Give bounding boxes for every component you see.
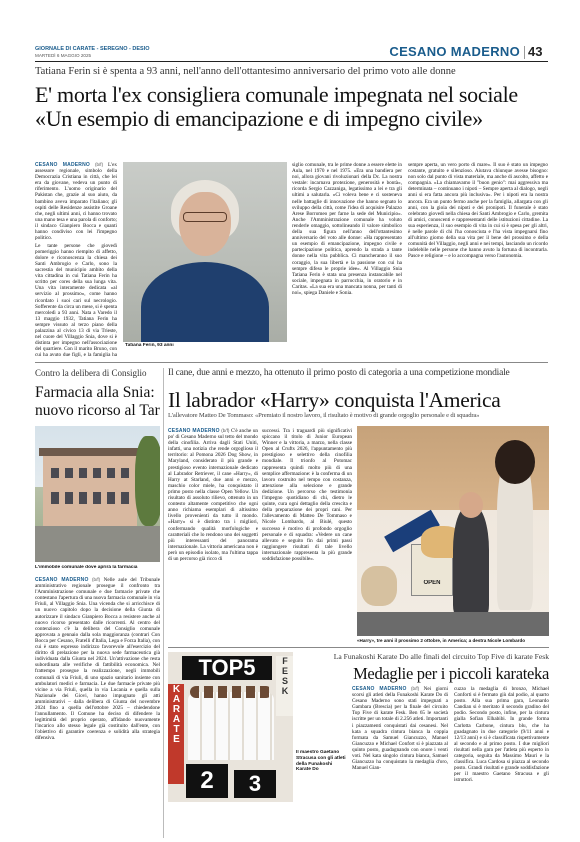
article1-kicker: Tatiana Ferin si è spenta a 93 anni, nell'anno dell'ottantesimo anniversario del primo voto alle donne: [35, 66, 456, 77]
article1-headline-line1: E' morta l'ex consigliera comunale impegnata nel sociale: [35, 82, 518, 107]
article4-karate-photo: [168, 652, 293, 802]
street: [35, 526, 160, 562]
article1-column-1: [35, 162, 117, 357]
article4-col2-text: cuzzo la medaglia di bronzo, Michael Conforti si è fermato giù dal podio, al quarto posto. Alla sua prima gara, Leonardo Candian si è meritato il secondo gradino del podio. Secondo posto, infine, per la cintura gialla Sofian Elhabibi. In grande forma Carlotta Carbone, cintura blu, che ha guadagnato in due categorie (9/11 anni e 12/13 anni) e si è classificata rispettivamente al secondo e al primo posto. I due migliori risultati nella gara per l'atleta più esperto in categoria, seguita da Massimo Mauri e la classifica. Luca Cardosa si piazza al secondo posto. Grandi risultati e grande soddisfazione per il maestro Gaetano Stracusa e gli istruttori.: [454, 686, 549, 784]
article3-tag: CESANO MADERNO: [168, 428, 220, 434]
person-left: [453, 506, 489, 616]
photo-banner-karate: KARATE: [168, 684, 184, 784]
article1-column-2: [292, 162, 402, 357]
article2-headline: Farmacia alla Snia: nuovo ricorso al Tar: [35, 384, 160, 419]
article3-column-2: [262, 428, 352, 643]
article3-bottom-rule: [168, 647, 549, 648]
header-rule: [35, 61, 548, 62]
photo-banner-top5: TOP5: [182, 656, 272, 680]
banner-open-label: OPEN: [423, 580, 441, 586]
building-wall: [43, 454, 137, 526]
article2-building-photo: [35, 426, 160, 562]
article1-photo-caption: Tatiana Ferin, 93 anni: [125, 343, 174, 348]
article1-col1-body: Le tante persone che giovedì pomeriggio hanno riempito di affetto, dolore e riconoscenza la chiesa dei Santi Ambrogio e Carlo, sono la sacrestia del municipio ambito della vita cittadina in cui Tatiana Ferin ha scritto per cores della sua lunga vita. Una vita interamente dedicata «al servizio al prossimo», come hanno ricordato i suoi cari sul necrologio. Sofferente da circa un mese, si è spenta mercoledì a 93 anni. Nata a Varedo il 13 maggio 1932, Tatiana Ferin ha sempre vissuto al terzo piano della palazzina al civico 13 di via Trieste, nel cuore del Villaggio Snia, dove si è distinta per impegno nell'associazione del quartiere. Con il marito Bruno, con cui ha avuto due figli, e la famiglia ha: [35, 242, 117, 357]
article3-photo-caption: «Harry», tre anni il prossimo 2 ottobre, in America; a destra Nicole Lombardo: [357, 638, 526, 643]
article2-dateline: (b/f): [92, 577, 101, 582]
article2-text: Nelle aule del Tribunale amministrativo regionale prosegue il confronto tra l'Amministrazione comunale e due farmacie private che contestano l'apertura di una nuova farmacia comunale in via Friuli, al Villaggio Snia. Una vicenda che si arricchisce di un nuovo capitolo dopo la decisione della Giunta di autorizzare il sindaco Gianpiero Bocca a resistere anche al nuovo ricorso presentato dalle ricorrenti. Al centro del contenzioso c'è la delibera del Consiglio comunale approvata a gennaio dalla sola maggioranza (contrari Con Bocca per Cesano, Fratelli d'Italia, Lega e Forza Italia), con cui è stato espresso indirizzo favorevole all'esercizio del diritto di prelazione per la nuova sede farmaceutica già individuata dalla Giunta nel 2024. Un'attivazione che resta subordinata alle verifiche di fattibilità economica. Nel frattempo prosegue la realizzazione, negli immobili comunali di via Friuli, di uno spazio sanitario insieme con ambulatori medici e farmacia. Le due farmacie private più vicine a via Friuli, quella in via Lucania e quella sulla Nazionale dei Giovi, hanno impugnato gli atti amministrativi – dalla delibera di Giunta del novembre 2024 fino a quella dell'ottobre 2025 – chiedendone l'annullamento. Il Comune ha deciso di difendere la legittimità del proprio operato, affidando nuovamente l'incarico allo stesso legale già costituito dall'ente, con l'obiettivo di garantire coerenza e solidità alla strategia difensiva.: [35, 577, 160, 742]
article4-tag: CESANO MADERNO: [352, 686, 407, 692]
portrait-body: [141, 262, 269, 342]
article1-portrait-photo: [123, 162, 287, 342]
article2-kicker: Contro la delibera di Consiglio: [35, 368, 147, 378]
article2-body: [35, 577, 160, 837]
article3-col1-text: C'è anche un po' di Cesano Maderno sul tetto del mondo della cinofilia. Arriva dagli Stati Uniti, infatti, una notizia che rende orgoglioso il territorio: al Pomona 2026 Dog Show, in Maryland, considerato il più grande e prestigioso evento internazionale dedicato al Labrador Retriever, il cane «Harry», di Harry at Starland, due anni e mezzo, maschio color miele, ha conquistato il primo posto nella classe Open Yellow. Un risultato di assoluto rilievo, ottenuto in un contesto altamente competitivo che ogni anno richiama esemplari di altissimo livello provenienti da tutto il mondo. «Harry» si è distinto tra i migliori, confermando qualità morfologiche e caratteriali che lo rendono uno dei soggetti più interessanti del panorama internazionale. La vittoria americana non è però un episodio isolato, ma l'ultima tappa di un percorso già ricco di: [168, 428, 258, 562]
article3-dateline: (b/f): [221, 428, 230, 433]
article1-column-3: [408, 162, 548, 357]
article3-subhead: L'allevatore Matteo De Tommaso: «Premiato il nostro lavoro, il risultato è motivo di grande orgoglio personale e di squadra»: [168, 412, 480, 419]
page-number: 43: [528, 44, 543, 59]
article4-col1-text: Nei giorni scorsi gli atleti della Funakoshi Karate Do di Cesano Maderno sono stati impegnati a Gambara (Brescia) per la finale del circuito Top Five di karate Fesk. Ben 65 le società iscritte per un totale di 2.256 atleti. Importanti i piazzamenti conquistati dai cesanesi. Nel kata a squadra cintura bianca la coppia formata da Samuel Giancuzzo, Manuel Giancuzzo e Michael Confort si è piazzata al quinto posto, guadagnando con onore i venti voti. Nel kata singolo cintura bianca, Samuel Giancuzzo ha conquistato la medaglia d'oro, Manuel Gian-: [352, 686, 448, 772]
podium-second: 2: [186, 764, 228, 798]
article4-dateline: (b/f): [411, 686, 420, 691]
article2-photo-caption: L'immobile comunale dove aprirà la farmacia: [35, 565, 138, 570]
header-divider: [524, 46, 525, 59]
portrait-glasses: [183, 212, 227, 222]
article4-kicker: La Funakoshi Karate Do alle finali del circuito Top Five di karate Fesk: [333, 652, 549, 661]
header-date: MARTEDÌ 6 MAGGIO 2025: [35, 53, 92, 58]
header-paper-name: GIORNALE DI CARATE - SEREGNO - DESIO: [35, 46, 150, 52]
building-roof: [39, 448, 141, 456]
athletes-group: [188, 692, 274, 760]
flowers-left: [361, 566, 397, 606]
vertical-divider: [163, 368, 164, 838]
article1-col2-body: siglio comunale, tra le prime donne a essere elette in Aula, nel 1970 e nel 1975. «Era una bandiera per noi, allora giovani rivoluzionari della Dc. La nostra vestale: incarnava protezione, generosità e bontà», ricorda Sergio Cazzaniga, legatissimo a lei e tra gli ultimi a salutarla. «Ci voleva bene e ci sosteneva nelle battaglie di innovazione che hanno segnato lo sviluppo della città, come l'idea di acquisire Palazzo Arese Borromeo per farne la sede del Municipio». Anche l'Amministrazione comunale ha voluto renderle omaggio, sottolineando il valore simbolico della sua figura nell'anno dell'ottantesimo anniversario del voto alle donne: «Ha rappresentato un esempio di emancipazione, impegno civile e partecipazione politica, aprendo la strada a tante donne nella vita pubblica. Ci mancheranno il suo coraggio, la sua libertà e la passione con cui ha sempre difeso le proprie idee». Al Villaggio Snia Tatiana Ferin è stata una presenza instancabile nel sociale, impegnata in parrocchia, in oratorio e in Caritas. «La sua era una mancata nonna, per tanti di noi», spiega Daniele e Sonia.: [292, 162, 402, 296]
athletes-heads: [190, 686, 272, 698]
section-title: CESANO MADERNO: [389, 44, 520, 59]
floor: [357, 612, 549, 636]
article4-column-2: [454, 686, 549, 836]
podium-third: 3: [234, 770, 276, 798]
article3-col2-text: successi. Tra i traguardi più significativi spiccano il titolo di Junior European Winner e la vittoria, a marzo, nella classe Open al Crufts 2026, l'appuntamento più prestigioso e selettivo della cinofilia mondiale. Il trionfo al Potomac rappresenta quindi molto più di una semplice affermazione: è la conferma di un lavoro costruito nel tempo con costanza, attenzione alla selezione e grande dedizione. Un percorso che testimonia l'impegno quotidiano di chi, dietro le quinte, cura ogni dettaglio della crescita e della preparazione dei propri cani. Per l'allevamento di Matteo De Tommaso e Nicole Lombardo, al Biulé, questo successo è motivo di profondo orgoglio personale e di squadra: «Vedere un cane allevato e seguito fin dai primi passi raggiungere risultati di tale livello internazionale rappresenta la più grande soddisfazione possibile».: [262, 428, 352, 562]
article1-bottom-rule: [35, 362, 548, 363]
article1-headline-line2: «Un esempio di emancipazione e di impegno civile»: [35, 106, 483, 131]
article3-kicker: Il cane, due anni e mezzo, ha ottenuto il primo posto di categoria a una competizione mondiale: [168, 368, 510, 378]
article3-dog-show-photo: [357, 426, 549, 636]
portrait-face: [179, 192, 231, 256]
article3-headline: Il labrador «Harry» conquista l'America: [168, 388, 501, 412]
article4-column-1: [352, 686, 448, 836]
article3-column-1: [168, 428, 258, 643]
photo-banner-fesk: FESK: [276, 656, 293, 716]
building-windows-lower: [51, 492, 129, 504]
article1-lead: L'ex assessore regionale, simbolo della Democrazia Cristiana in città, che lei era da giovane, vedeva un punto di riferimento. L'uomo originario del Pakistan che, grazie al suo aiuto, da bambino aveva imparato l'italiano; gli ospiti delle Residenze assistite Groane che, negli ultimi anni, ci hanno trovato una mano tesa e una parola di conforto; il sindaco Gianpiero Bocca e quanti hanno condiviso con lei l'impegno politico.: [35, 162, 117, 242]
tree: [135, 436, 160, 526]
article2-tag: CESANO MADERNO: [35, 577, 89, 583]
article1-col3-body: sempre aperta, un vero porto di mare». Il suo è stato un impegno costante, gratuito e silenzioso. Aiutava chiunque avesse bisogno: non solo dal punto di vista materiale, ma anche di ascolto, affetto e compagnia. «La chiamavamo il "buon genio": mai aggressiva ma determinata – continuano i nipoti – Sempre aperta al dialogo, negli anni si era fatta ancora più inclusiva». Per i nipoti era la nostra ancora. Era un punto fermo anche per la famiglia, allargata con gli anni, con la gioia dei nipoti e dei pronipoti. Il funerale è stato celebrato giovedì nella chiesa dei Santi Ambrogio e Carlo, gremita di amici, conoscenti e rappresentanti delle istituzioni cittadine. La sua esperienza, il suo esempio di vita in cui si è spesa per gli altri, è nelle parole di chi l'ha conosciuta e l'ha vista impegnarsi fino all'ultimo giorno della sua vita per il bene del prossimo e della comunità del Villaggio, negli anni e nei tempi, lasciando un ricordo indelebile nelle persone che hanno avuto la fortuna di incontrarla. Pasce e religione – e lo accompagna verso l'autonomia.: [408, 162, 548, 260]
person-right-hair: [495, 440, 535, 484]
person-left-head: [459, 492, 483, 518]
article1-dateline: (b/f): [94, 162, 104, 167]
article4-headline: Medaglie per i piccoli karateka: [353, 664, 549, 683]
article1-tag: CESANO MADERNO: [35, 162, 91, 168]
article4-photo-caption: Il maestro Gaetano Stracusa con gli atleti della Funakoshi Karate Do: [296, 750, 346, 773]
building-windows: [51, 468, 129, 478]
